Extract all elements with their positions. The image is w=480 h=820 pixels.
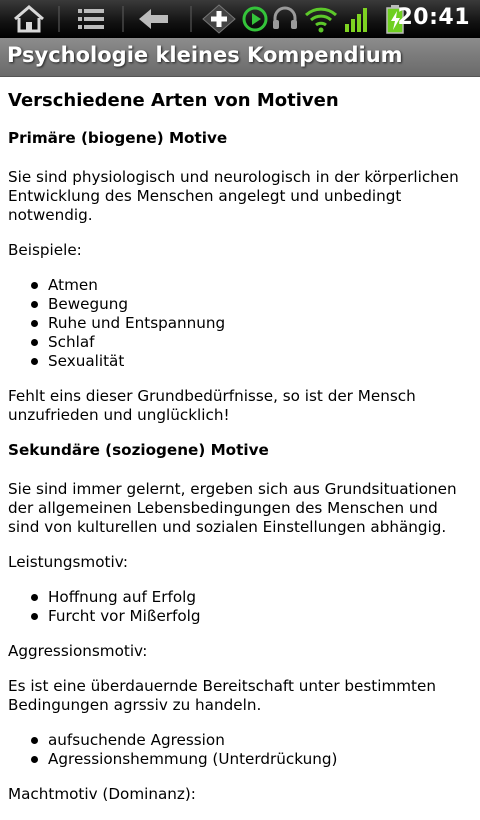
app-title-bar	[0, 38, 480, 77]
examples-label: Beispiele:	[8, 241, 82, 259]
status-bar	[0, 0, 480, 38]
list-item: Furcht vor Mißerfolg	[48, 607, 470, 626]
list-item: Hoffnung auf Erfolg	[48, 588, 470, 607]
list-item: Ruhe und Entspannung	[48, 314, 470, 333]
achievement-list	[8, 588, 470, 626]
headphones-icon	[270, 4, 300, 34]
clock: 20:41	[397, 5, 470, 30]
signal-icon	[342, 4, 372, 34]
list-item: Agressionshemmung (Unterdrückung)	[48, 750, 470, 769]
list-item: Bewegung	[48, 295, 470, 314]
list-item: Atmen	[48, 276, 470, 295]
achievement-motive-label: Leistungsmotiv:	[8, 553, 128, 571]
app-title: Psychologie kleines Kompendium	[7, 43, 403, 67]
aggression-list	[8, 731, 470, 769]
aggression-motive-text: Es ist eine überdauernde Bereitschaft unter bestimmten Bedingungen agrssiv zu handeln.	[8, 677, 436, 714]
examples-list	[8, 276, 470, 371]
list-item: aufsuchende Agression	[48, 731, 470, 750]
power-motive-label: Machtmotiv (Dominanz):	[8, 785, 196, 803]
wifi-icon	[304, 4, 338, 34]
media-play-icon	[240, 4, 270, 34]
aggression-motive-label: Aggressionsmotiv:	[8, 642, 148, 660]
secondary-motives-heading: Sekundäre (soziogene) Motive	[8, 441, 269, 459]
add-icon[interactable]	[200, 4, 238, 34]
primary-motives-text: Sie sind physiologisch und neurologisch in der körperlichen Entwicklung des Menschen angelegt und unbedingt notwendig.	[8, 168, 459, 224]
article-heading: Verschiedene Arten von Motiven	[8, 90, 339, 111]
article-content	[8, 90, 470, 820]
menu-icon[interactable]	[72, 4, 110, 34]
list-item: Sexualität	[48, 352, 470, 371]
back-icon[interactable]	[134, 4, 174, 34]
primary-motives-note: Fehlt eins dieser Grundbedürfnisse, so ist der Mensch unzufrieden und unglücklich!	[8, 387, 416, 424]
secondary-motives-text: Sie sind immer gelernt, ergeben sich aus Grundsituationen der allgemeinen Lebensbedingungen des Menschen und sind von kulturellen und sozialen Einstellungen abhängig.	[8, 480, 457, 536]
home-icon[interactable]	[10, 4, 48, 34]
primary-motives-heading: Primäre (biogene) Motive	[8, 129, 228, 147]
list-item: Schlaf	[48, 333, 470, 352]
